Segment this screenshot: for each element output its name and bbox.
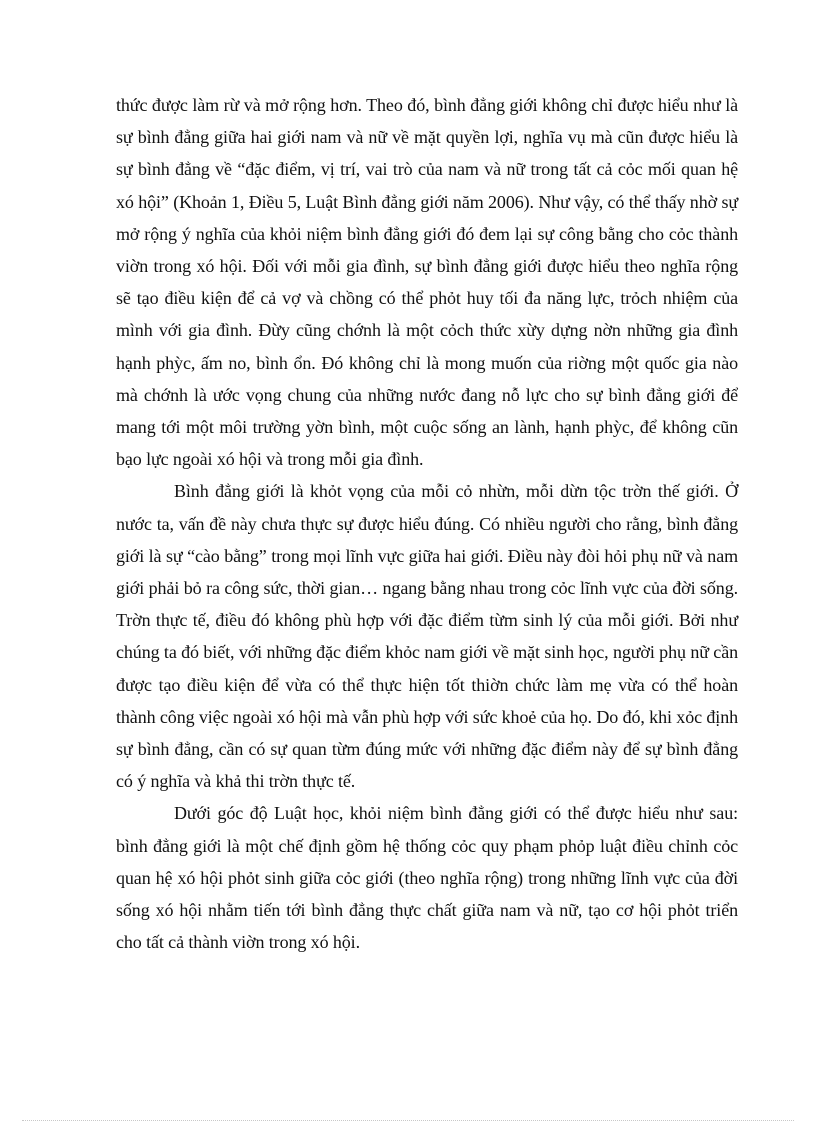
page-bottom-divider: [22, 1120, 794, 1121]
paragraph-1: thức được làm rừ và mở rộng hơn. Theo đó, bình đẳng giới không chỉ được hiểu như là sự bình đẳng giữa hai giới nam và nữ về mặt quyền lợi, nghĩa vụ mà cũn được hiểu là sự bình đẳng về “đặc điểm, vị trí, vai trò của nam và nữ trong tất cả cỏc mối quan hệ xó hội” (Khoản 1, Điều 5, Luật Bình đẳng giới năm 2006). Như vậy, có thể thấy nhờ sự mở rộng ý nghĩa của khỏi niệm bình đẳng giới đó đem lại sự công bằng cho cỏc thành viờn trong xó hội. Đối với mỗi gia đình, sự bình đẳng giới được hiểu theo nghĩa rộng sẽ tạo điều kiện để cả vợ và chồng có thể phỏt huy tối đa năng lực, trỏch nhiệm của mình với gia đình. Đừy cũng chớnh là một cỏch thức xừy dựng nờn những gia đình hạnh phỳc, ấm no, bình ổn. Đó không chỉ là mong muốn của riờng một quốc gia nào mà chớnh là ước vọng chung của những nước đang nỗ lực cho sự bình đẳng giới để mang tới một môi trường yờn bình, một cuộc sống an lành, hạnh phỳc, để không cũn bạo lực ngoài xó hội và trong mỗi gia đình.: [116, 95, 738, 470]
body-text: [116, 89, 738, 958]
paragraph-3: Dưới góc độ Luật học, khỏi niệm bình đẳng giới có thể được hiểu như sau: bình đẳng giới là một chế định gồm hệ thống cỏc quy phạm phỏp luật điều chỉnh cỏc quan hệ xó hội phỏt sinh giữa cỏc giới (theo nghĩa rộng) trong những lĩnh vực của đời sống xó hội nhằm tiến tới bình đẳng thực chất giữa nam và nữ, tạo cơ hội phỏt triển cho tất cả thành viờn trong xó hội.: [116, 803, 738, 953]
paragraph-2: Bình đẳng giới là khỏt vọng của mỗi cỏ nhừn, mỗi dừn tộc trờn thế giới. Ở nước ta, vấn đề này chưa thực sự được hiểu đúng. Có nhiều người cho rằng, bình đẳng giới là sự “cào bằng” trong mọi lĩnh vực giữa hai giới. Điều này đòi hỏi phụ nữ và nam giới phải bỏ ra công sức, thời gian… ngang bằng nhau trong cỏc lĩnh vực của đời sống. Trờn thực tế, điều đó không phù hợp với đặc điểm từm sinh lý của mỗi giới. Bởi như chúng ta đó biết, với những đặc điểm khỏc nam giới về mặt sinh học, người phụ nữ cần được tạo điều kiện để vừa có thể thực hiện tốt thiờn chức làm mẹ vừa có thể hoàn thành công việc ngoài xó hội mà vẫn phù hợp với sức khoẻ của họ. Do đó, khi xỏc định sự bình đẳng, cần có sự quan từm đúng mức với những đặc điểm này để sự bình đẳng có ý nghĩa và khả thi trờn thực tế.: [116, 481, 738, 792]
